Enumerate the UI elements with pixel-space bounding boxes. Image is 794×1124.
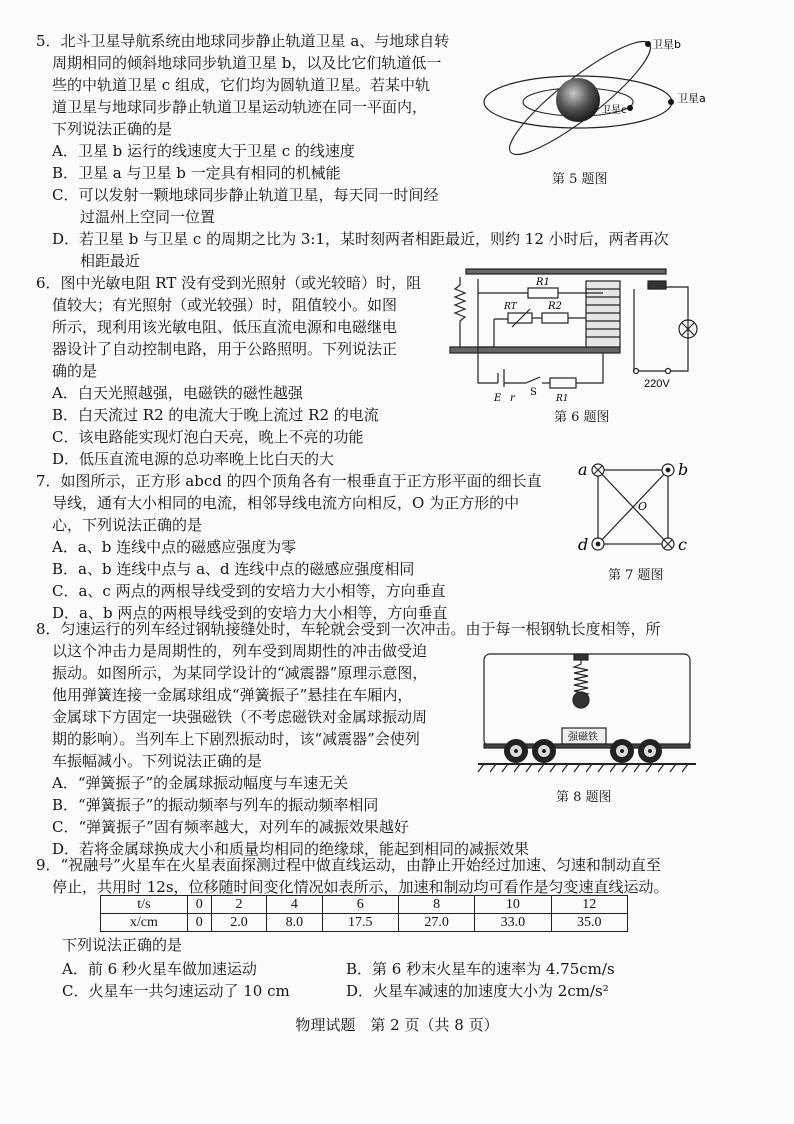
q6-stem-line-4: 器设计了自动控制电路，用于公路照明。下列说法正 xyxy=(52,340,398,358)
table-cell: t/s xyxy=(101,896,188,914)
q8-stem-line-6: 期的影响）。当列车上下剧烈振动时，该“减震器”会使列 xyxy=(52,730,420,748)
q6-stem-line-2: 值较大；有光照射（或光较强）时，阻值较小。如图 xyxy=(52,296,398,314)
q8-option-d: D．若将金属球换成大小和质量均相同的绝缘球，能起到相同的减振效果 xyxy=(52,840,530,858)
table-cell: 0 xyxy=(187,896,211,914)
page-footer: 物理试题 第 2 页（共 8 页） xyxy=(295,1016,499,1034)
earth-globe xyxy=(556,78,600,122)
table-cell: 0 xyxy=(187,914,211,932)
q6-option-a: A．白天光照越强，电磁铁的磁性越强 xyxy=(52,384,303,402)
q5-satellite-figure xyxy=(470,30,720,165)
corner-a: a xyxy=(578,460,588,479)
table-row-time xyxy=(101,896,628,914)
corner-b: b xyxy=(678,460,689,479)
q5-option-b: B．卫星 a 与卫星 b 一定具有相同的机械能 xyxy=(52,164,341,182)
label-satellite-b: 卫星b xyxy=(652,38,681,51)
q8-stem-line-7: 车振幅减小。下列说法正确的是 xyxy=(52,752,263,770)
table-cell: 4 xyxy=(267,896,322,914)
table-cell: x/cm xyxy=(101,914,188,932)
q7-stem-line-3: 心，下列说法正确的是 xyxy=(52,516,203,534)
q6-figure-caption: 第 6 题图 xyxy=(554,410,610,425)
q9-option-d: D．火星车减速的加速度大小为 2cm/s² xyxy=(346,982,609,1000)
label-satellite-c: 卫星c xyxy=(601,105,627,116)
table-cell: 2 xyxy=(211,896,266,914)
q8-option-a: A．“弹簧振子”的金属球振动幅度与车速无关 xyxy=(52,774,349,792)
q7-option-c: C．a、c 两点的两根导线受到的安培力大小相等，方向垂直 xyxy=(52,582,446,600)
q8-option-c: C．“弹簧振子”固有频率越大，对列车的减振效果越好 xyxy=(52,818,409,836)
q9-stem-line-2: 停止，共用时 12s，位移随时间变化情况如表所示，加速和制动均可看作是匀变速直线运动。 xyxy=(52,878,669,896)
table-cell: 2.0 xyxy=(211,914,266,932)
q6-stem-line-1: 6．图中光敏电阻 RT 没有受到光照射（或光较暗）时，阻 xyxy=(36,274,422,292)
center-o: O xyxy=(638,500,648,513)
q7-option-d: D．a、b 两点的两根导线受到的安培力大小相等，方向垂直 xyxy=(52,604,448,622)
q9-ask: 下列说法正确的是 xyxy=(62,936,183,954)
q9-stem-line-1: 9．“祝融号”火星车在火星表面探测过程中做直线运动，由静止开始经过加速、匀速和制动直至 xyxy=(36,856,661,874)
q5-stem-line-4: 道卫星与地球同步静止轨道卫星运动轨迹在同一平面内， xyxy=(52,98,428,116)
q8-figure-caption: 第 8 题图 xyxy=(556,790,612,805)
q6-option-b: B．白天流过 R2 的电流大于晚上流过 R2 的电流 xyxy=(52,406,379,424)
q5-option-c: C．可以发射一颗地球同步静止轨道卫星，每天同一时间经 xyxy=(52,186,439,204)
satellite-b-dot xyxy=(645,41,651,47)
satellite-a-dot xyxy=(668,99,674,105)
q5-figure-caption: 第 5 题图 xyxy=(552,172,608,187)
q5-stem-line-5: 下列说法正确的是 xyxy=(52,120,173,138)
label-e: E xyxy=(494,393,502,404)
q7-figure-caption: 第 7 题图 xyxy=(608,568,664,583)
table-cell: 33.0 xyxy=(475,914,551,932)
q5-option-c-cont: 过温州上空同一位置 xyxy=(80,208,216,226)
q5-option-d: D．若卫星 b 与卫星 c 的周期之比为 3:1，某时刻两者相距最近，则约 12 小时后，两者再次 xyxy=(52,230,669,248)
q8-stem-line-4: 他用弹簧连接一金属球组成“弹簧振子”悬挂在车厢内， xyxy=(52,686,413,704)
q9-option-b: B．第 6 秒末火星车的速率为 4.75cm/s xyxy=(346,960,615,978)
q8-stem-line-2: 以这个冲击力是周期性的，列车受到周期性的冲击做受迫 xyxy=(52,642,428,660)
q5-stem-line-1: 5．北斗卫星导航系统由地球同步静止轨道卫星 a、与地球自转 xyxy=(36,32,450,50)
q5-option-d-cont: 相距最近 xyxy=(80,252,141,270)
table-cell: 10 xyxy=(475,896,551,914)
label-r2: R2 xyxy=(548,301,562,312)
label-rt: RT xyxy=(504,302,517,312)
q7-option-b: B．a、b 连线中点与 a、d 连线中点的磁感应强度相同 xyxy=(52,560,415,578)
table-cell: 6 xyxy=(322,896,398,914)
q6-option-c: C．该电路能实现灯泡白天亮，晚上不亮的功能 xyxy=(52,428,364,446)
label-r1-bottom: R1 xyxy=(556,394,569,404)
q6-stem-line-5: 确的是 xyxy=(52,362,98,380)
corner-c: c xyxy=(678,535,687,554)
table-cell: 8 xyxy=(398,896,474,914)
table-cell: 17.5 xyxy=(322,914,398,932)
label-r1-top: R1 xyxy=(536,277,550,288)
q8-train-damper-figure xyxy=(474,648,700,780)
q8-option-b: B．“弹簧振子”的振动频率与列车的振动频率相同 xyxy=(52,796,379,814)
q6-option-d: D．低压直流电源的总功率晚上比白天的大 xyxy=(52,450,335,468)
q9-option-c: C．火星车一共匀速运动了 10 cm xyxy=(62,982,290,1000)
label-s: S xyxy=(530,387,537,398)
magnet-label: 强磁铁 xyxy=(568,732,598,743)
q8-stem-line-1: 8．匀速运行的列车经过钢轨接缝处时，车轮就会受到一次冲击。由于每一根钢轨长度相等，所 xyxy=(36,620,661,638)
q5-option-a: A．卫星 b 运行的线速度大于卫星 c 的线速度 xyxy=(52,142,355,160)
table-cell: 35.0 xyxy=(551,914,627,932)
q9-option-a: A．前 6 秒火星车做加速运动 xyxy=(62,960,257,978)
q6-stem-line-3: 所示，现利用该光敏电阻、低压直流电源和电磁继电 xyxy=(52,318,398,336)
label-r: r xyxy=(510,393,515,404)
q7-option-a: A．a、b 连线中点的磁感应强度为零 xyxy=(52,538,297,556)
q7-stem-line-2: 导线，通有大小相同的电流，相邻导线电流方向相反，O 为正方形的中 xyxy=(52,494,520,512)
corner-d: d xyxy=(578,535,589,554)
q5-stem-line-2: 周期相同的倾斜地球同步轨道卫星 b，以及比它们轨道低一 xyxy=(52,54,442,72)
table-cell: 8.0 xyxy=(267,914,322,932)
satellite-c-dot xyxy=(627,105,633,111)
q8-stem-line-5: 金属球下方固定一块强磁铁（不考虑磁铁对金属球振动周 xyxy=(52,708,428,726)
q6-relay-circuit-figure xyxy=(438,263,698,405)
table-row-position xyxy=(101,914,628,932)
table-cell: 27.0 xyxy=(398,914,474,932)
q5-stem-line-3: 些的中轨道卫星 c 组成，它们均为圆轨道卫星。若某中轨 xyxy=(52,76,430,94)
label-satellite-a: 卫星a xyxy=(677,92,706,105)
q8-stem-line-3: 振动。如图所示，为某同学设计的“减震器”原理示意图， xyxy=(52,664,428,682)
q9-data-table xyxy=(100,895,628,932)
q7-stem-line-1: 7．如图所示，正方形 abcd 的四个顶角各有一根垂直于正方形平面的细长直 xyxy=(36,472,542,490)
label-220v: 220V xyxy=(644,378,670,390)
table-cell: 12 xyxy=(551,896,627,914)
q7-square-wires-figure xyxy=(570,458,700,562)
